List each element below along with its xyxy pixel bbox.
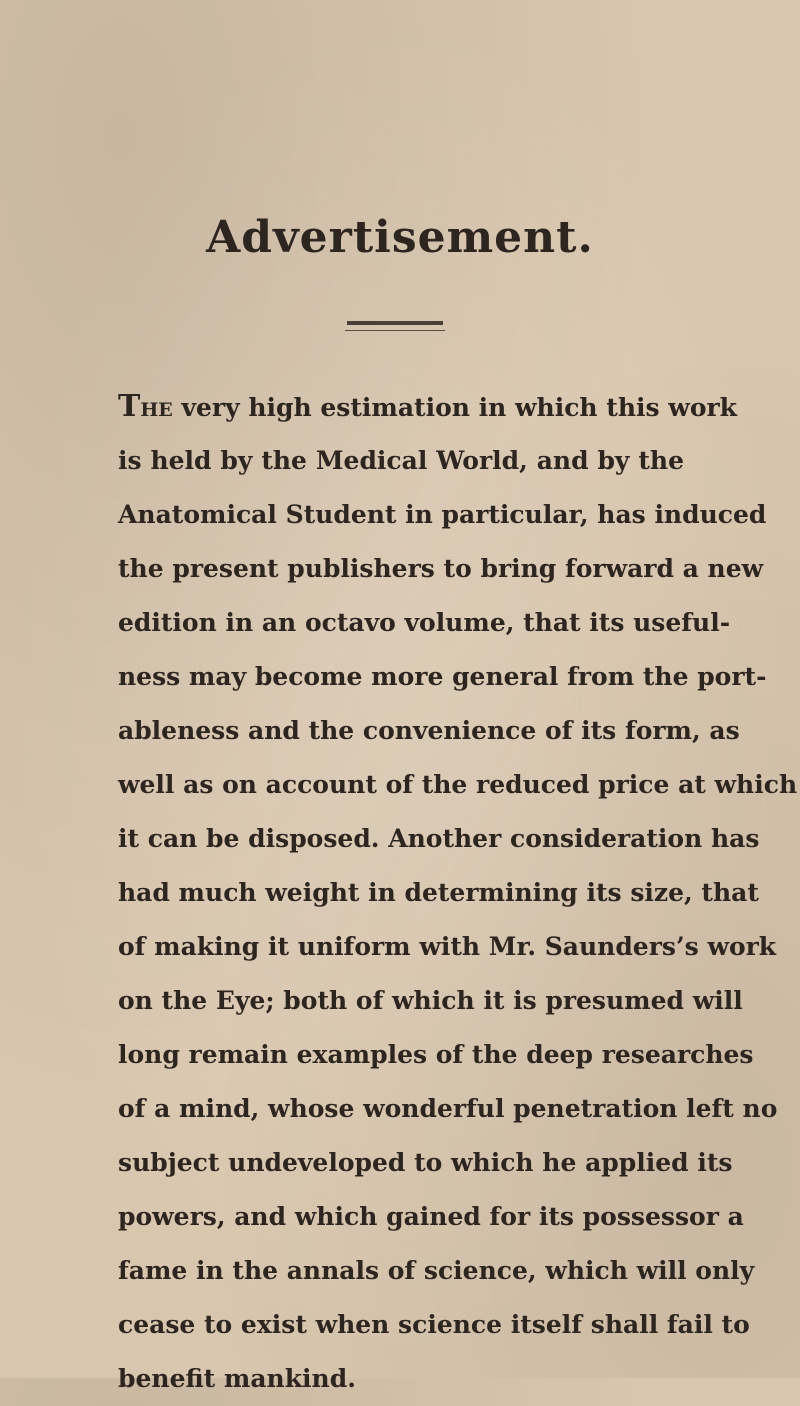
text-line-14: of a mind, whose wonderful penetration left no	[118, 1094, 778, 1123]
text-line-2: is held by the Medical World, and by the	[118, 446, 684, 475]
text-line-11: of making it uniform with Mr. Saunders’s work	[118, 932, 777, 961]
text-line-1-rest: very high estimation in which this work	[181, 393, 737, 422]
advertisement-text	[118, 380, 798, 1406]
text-line-8: well as on account of the reduced price at which	[118, 770, 798, 799]
text-line-4: the present publishers to bring forward a new	[118, 554, 764, 583]
text-line-13: long remain examples of the deep researches	[118, 1040, 754, 1069]
text-line-6: ness may become more general from the port-	[118, 662, 767, 691]
text-line-10: had much weight in determining its size, that	[118, 878, 759, 907]
text-line-3: Anatomical Student in particular, has induced	[118, 500, 767, 529]
page-heading: Advertisement.	[206, 212, 594, 263]
small-caps-word: HE	[140, 399, 173, 421]
text-line-18: cease to exist when science itself shall fail to	[118, 1310, 750, 1339]
text-line-9: it can be disposed. Another consideration has	[118, 824, 760, 853]
divider-thin-line	[345, 330, 445, 331]
text-line-5: edition in an octavo volume, that its useful-	[118, 608, 731, 637]
text-line-1	[118, 380, 737, 434]
divider-thick-line	[347, 321, 443, 325]
text-line-7: ableness and the convenience of its form, as	[118, 716, 740, 745]
text-line-19: benefit mankind.	[118, 1364, 356, 1393]
text-line-15: subject undeveloped to which he applied its	[118, 1148, 733, 1177]
initial-capital: T	[118, 389, 141, 424]
text-line-16: powers, and which gained for its possessor a	[118, 1202, 744, 1231]
text-line-12: on the Eye; both of which it is presumed will	[118, 986, 743, 1015]
heading-divider	[345, 318, 445, 338]
text-line-17: fame in the annals of science, which will only	[118, 1256, 755, 1285]
